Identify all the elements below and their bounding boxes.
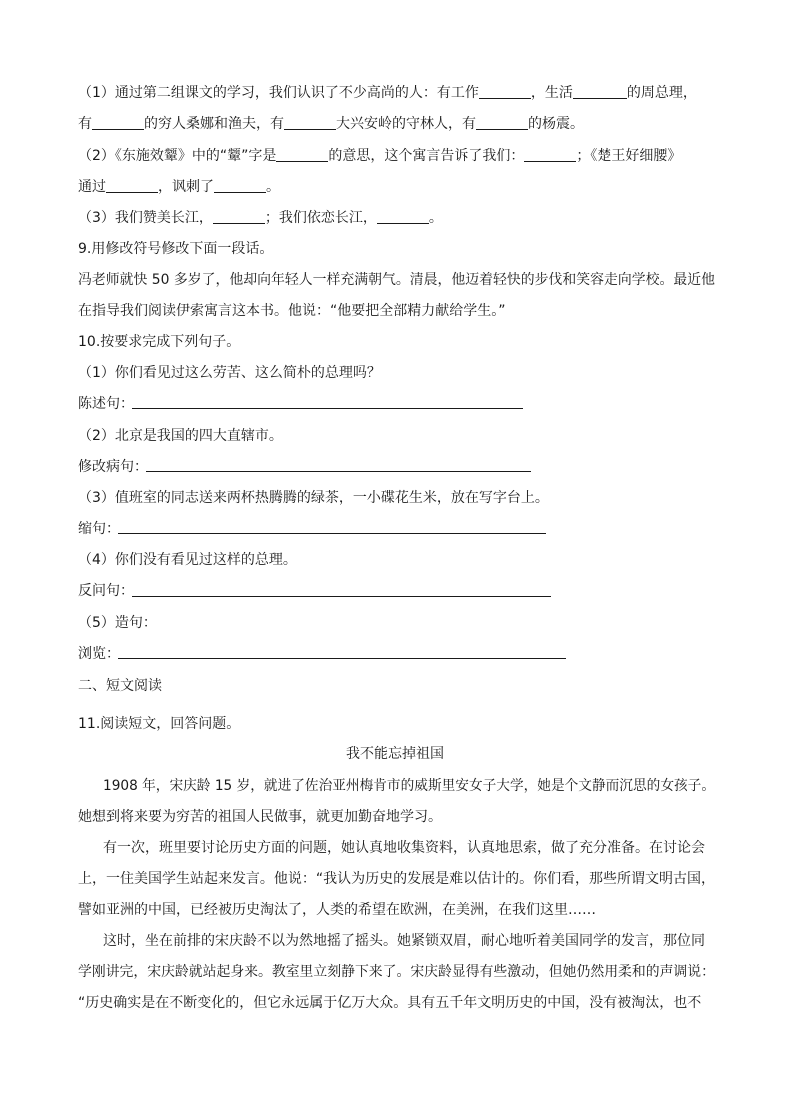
q8-text: 通过 — [78, 179, 106, 195]
answer-line-segment — [510, 408, 523, 409]
answer-line-segment — [118, 658, 154, 659]
q10-sentence-4: （4）你们没有看见过这样的总理。 — [78, 552, 297, 568]
q10-sentence-2: （2）北京是我国的四大直辖市。 — [78, 428, 283, 444]
q10-sentence-1: （1）你们看见过这么劳苦、这么简朴的总理吗？ — [78, 365, 381, 381]
article-paragraph-2-line-3: 譬如亚洲的中国，已经被历史淘汰了，人类的希望在欧洲，在美洲，在我们这里…… — [78, 902, 596, 918]
q8-text: 的杨震。 — [528, 116, 584, 132]
q8-text: 有 — [78, 116, 92, 132]
answer-line[interactable] — [132, 596, 551, 597]
article-paragraph-1-line-1: 1908 年，宋庆龄 15 岁，就进了佐治亚州梅肯市的威斯里安女子大学，她是个文静而沉思的女孩子。 — [103, 778, 716, 794]
q8-line-4 — [78, 177, 280, 197]
article-paragraph-3-line-1: 这时，坐在前排的宋庆龄不以为然地摇了摇头。她紧锁双眉，耐心地听着美国同学的发言，那位同 — [103, 933, 705, 949]
answer-line-segment — [118, 533, 146, 534]
answer-line-segment — [132, 408, 174, 409]
answer-line[interactable] — [182, 471, 510, 472]
answer-blank[interactable] — [214, 177, 266, 193]
answer-blank[interactable] — [276, 146, 328, 162]
answer-line[interactable] — [174, 408, 510, 409]
q8-text: ；我们依恋长江， — [264, 210, 377, 226]
q8-text: （2）《东施效颦》中的“颦”字是 — [78, 148, 277, 164]
q10-label-browse: 浏览： — [78, 646, 120, 662]
answer-line[interactable] — [154, 658, 545, 659]
q10-label-declarative: 陈述句： — [78, 396, 134, 412]
article-paragraph-3-line-2: 学刚讲完，宋庆龄就站起身来。教室里立刻静下来了。宋庆龄显得有些激动，但她仍然用柔和的声调说： — [78, 964, 715, 980]
answer-blank[interactable] — [284, 114, 336, 130]
q10-label-rhetorical: 反问句： — [78, 583, 134, 599]
q9-paragraph-line-1: 冯老师就快 50 多岁了，他却向年轻人一样充满朝气。清晨，他迈着轻快的步伐和笑容走向学校。最近他 — [78, 272, 715, 288]
section-heading: 二、短文阅读 — [78, 678, 162, 694]
q9-title: 9.用修改符号修改下面一段话。 — [78, 241, 274, 257]
answer-blank[interactable] — [476, 114, 528, 130]
q8-line-3 — [78, 146, 681, 166]
q10-label-shorten: 缩句： — [78, 521, 120, 537]
q10-title: 10.按要求完成下列句子。 — [78, 334, 241, 350]
q8-text: 的意思，这个寓言告诉了我们： — [328, 148, 525, 164]
q8-text: 。 — [266, 179, 280, 195]
answer-blank[interactable] — [524, 146, 576, 162]
q8-line-1 — [78, 83, 697, 103]
q8-text: （3）我们赞美长江， — [78, 210, 213, 226]
article-paragraph-1-line-2: 她想到将来要为穷苦的祖国人民做事，就更加勤奋地学习。 — [78, 809, 442, 825]
q10-label-fix-sentence: 修改病句： — [78, 459, 148, 475]
answer-line-segment — [510, 471, 531, 472]
answer-blank[interactable] — [106, 177, 158, 193]
article-paragraph-3-line-3: “历史确实是在不断变化的，但它永远属于亿万大众。具有五千年文明历史的中国，没有被淘汰，也不 — [78, 995, 702, 1011]
answer-line-segment — [545, 658, 566, 659]
answer-blank[interactable] — [479, 83, 531, 99]
article-title: 我不能忘掉祖国 — [346, 746, 444, 762]
q10-sentence-3: （3）值班室的同志送来两杯热腾腾的绿茶，一小碟花生米，放在写字台上。 — [78, 490, 549, 506]
q8-text: ；《楚王好细腰》 — [576, 148, 682, 164]
q9-paragraph-line-2: 在指导我们阅读伊索寓言这本书。他说：“他要把全部精力献给学生。” — [78, 303, 506, 319]
q8-text: （1）通过第二组课文的学习，我们认识了不少高尚的人：有工作 — [78, 85, 479, 101]
article-paragraph-2-line-1: 有一次，班里要讨论历史方面的问题，她认真地收集资料，认真地思索，做了充分准备。在讨论会 — [103, 840, 705, 856]
q8-text: 的穷人桑娜和渔夫，有 — [144, 116, 284, 132]
answer-blank[interactable] — [377, 208, 429, 224]
q10-sentence-5: （5）造句： — [78, 615, 157, 631]
article-paragraph-2-line-2: 上，一住美国学生站起来发言。他说：“我认为历史的发展是难以估计的。你们看，那些所谓文明古国， — [78, 871, 716, 887]
q8-text: ，讽刺了 — [158, 179, 214, 195]
answer-blank[interactable] — [573, 83, 627, 99]
q8-text: 。 — [428, 210, 443, 226]
answer-line[interactable] — [146, 533, 516, 534]
q8-line-2 — [78, 114, 584, 134]
q8-text: 的周总理， — [626, 85, 697, 101]
answer-blank[interactable] — [213, 208, 265, 224]
answer-blank[interactable] — [92, 114, 144, 130]
q11-title: 11.阅读短文，回答问题。 — [78, 716, 241, 732]
q8-text: 大兴安岭的守林人，有 — [336, 116, 476, 132]
q8-text: ，生活 — [530, 85, 573, 101]
q8-line-5 — [78, 208, 443, 228]
answer-line-segment — [516, 533, 546, 534]
answer-line-segment — [146, 471, 182, 472]
